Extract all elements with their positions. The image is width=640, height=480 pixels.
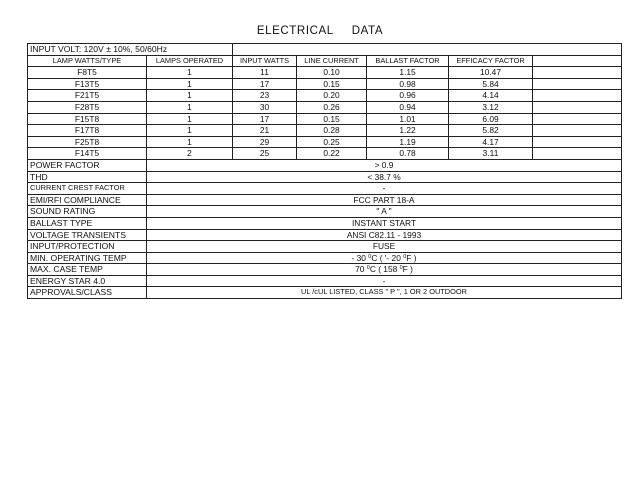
input-watts-cell: 29 (233, 136, 297, 148)
header-efficacy-factor: EFFICACY FACTOR (449, 55, 533, 67)
spec-row-voltage-transients (28, 229, 622, 241)
lamp-row (28, 101, 622, 113)
line-current-cell: 0.25 (297, 136, 367, 148)
blank-cell (533, 101, 622, 113)
spec-label: INPUT/PROTECTION (28, 241, 147, 253)
spec-label: CURRENT CREST FACTOR (28, 183, 147, 195)
spec-value: < 38.7 % (147, 171, 622, 183)
ballast-factor-cell: 1.19 (367, 136, 449, 148)
blank-cell (533, 67, 622, 79)
header-lamps-operated: LAMPS OPERATED (147, 55, 233, 67)
page-title (0, 25, 640, 37)
lamp-row (28, 125, 622, 137)
spec-value: > 0.9 (147, 159, 622, 171)
blank-cell (533, 78, 622, 90)
spec-label: BALLAST TYPE (28, 217, 147, 229)
spec-label: SOUND RATING (28, 206, 147, 218)
ballast-factor-cell: 0.78 (367, 148, 449, 160)
lamps-operated-cell: 1 (147, 136, 233, 148)
temp-part: C ( '- 20 (371, 252, 404, 263)
efficacy-factor-cell: 4.17 (449, 136, 533, 148)
lamps-operated-cell: 1 (147, 125, 233, 137)
efficacy-factor-cell: 5.82 (449, 125, 533, 137)
spec-value: FUSE (147, 241, 622, 253)
line-current-cell: 0.15 (297, 78, 367, 90)
efficacy-factor-cell: 5.84 (449, 78, 533, 90)
degree-mark: 0 (399, 265, 403, 272)
electrical-data-table (27, 43, 622, 299)
line-current-cell: 0.22 (297, 148, 367, 160)
input-watts-cell: 11 (233, 67, 297, 79)
spec-row-emi (28, 194, 622, 206)
blank-cell (533, 90, 622, 102)
input-watts-cell: 21 (233, 125, 297, 137)
ballast-factor-cell: 1.15 (367, 67, 449, 79)
spec-label: MIN. OPERATING TEMP (28, 252, 147, 264)
spec-row-min-temp (28, 252, 622, 264)
lamp-type-cell: F14T5 (28, 148, 147, 160)
lamp-row (28, 67, 622, 79)
spec-row-power-factor (28, 159, 622, 171)
ballast-factor-cell: 0.94 (367, 101, 449, 113)
spec-row-crest-factor (28, 183, 622, 195)
spec-row-energy-star (28, 275, 622, 287)
lamps-operated-cell: 1 (147, 78, 233, 90)
line-current-cell: 0.20 (297, 90, 367, 102)
spec-value: INSTANT START (147, 217, 622, 229)
efficacy-factor-cell: 6.09 (449, 113, 533, 125)
spec-value: - (147, 275, 622, 287)
lamp-header-row (28, 55, 622, 67)
degree-mark: 0 (403, 253, 407, 260)
input-watts-cell: 17 (233, 113, 297, 125)
spec-row-sound (28, 206, 622, 218)
spec-value (147, 252, 622, 264)
header-ballast-factor: BALLAST FACTOR (367, 55, 449, 67)
header-input-watts: INPUT WATTS (233, 55, 297, 67)
spec-label: POWER FACTOR (28, 159, 147, 171)
lamp-row (28, 113, 622, 125)
temp-part: F ) (406, 252, 417, 263)
lamp-type-cell: F17T8 (28, 125, 147, 137)
spec-label: EMI/RFI COMPLIANCE (28, 194, 147, 206)
spec-value: FCC PART 18-A (147, 194, 622, 206)
lamps-operated-cell: 1 (147, 101, 233, 113)
spec-label: APPROVALS/CLASS (28, 287, 147, 299)
line-current-cell: 0.10 (297, 67, 367, 79)
line-current-cell: 0.15 (297, 113, 367, 125)
title-word-electrical: ELECTRICAL (256, 25, 334, 37)
input-volt-spacer (233, 44, 622, 56)
header-blank-cell (533, 55, 622, 67)
header-line-current: LINE CURRENT (297, 55, 367, 67)
spec-row-ballast-type (28, 217, 622, 229)
lamp-type-cell: F13T5 (28, 78, 147, 90)
efficacy-factor-cell: 3.12 (449, 101, 533, 113)
input-watts-cell: 30 (233, 101, 297, 113)
lamp-type-cell: F25T8 (28, 136, 147, 148)
line-current-cell: 0.28 (297, 125, 367, 137)
title-word-data: DATA (351, 25, 384, 37)
lamp-row (28, 148, 622, 160)
spec-row-max-temp (28, 264, 622, 276)
spec-row-protection (28, 241, 622, 253)
spec-value (147, 264, 622, 276)
efficacy-factor-cell: 4.14 (449, 90, 533, 102)
temp-part: C ( 158 (369, 264, 400, 275)
efficacy-factor-cell: 3.11 (449, 148, 533, 160)
lamp-type-cell: F28T5 (28, 101, 147, 113)
lamps-operated-cell: 2 (147, 148, 233, 160)
input-volt-cell: INPUT VOLT: 120V ± 10%, 50/60Hz (28, 44, 233, 56)
spec-label: ENERGY STAR 4.0 (28, 275, 147, 287)
input-watts-cell: 23 (233, 90, 297, 102)
spec-value: - (147, 183, 622, 195)
degree-mark: 0 (368, 253, 372, 260)
lamps-operated-cell: 1 (147, 113, 233, 125)
header-lamp-type: LAMP WATTS/TYPE (28, 55, 147, 67)
spec-value: UL /cUL LISTED, CLASS " P ", 1 OR 2 OUTDOOR (147, 287, 622, 299)
ballast-factor-cell: 1.01 (367, 113, 449, 125)
blank-cell (533, 148, 622, 160)
input-watts-cell: 17 (233, 78, 297, 90)
spec-value: ANSI C82.11 - 1993 (147, 229, 622, 241)
input-volt-row (28, 44, 622, 56)
blank-cell (533, 125, 622, 137)
blank-cell (533, 113, 622, 125)
temp-part: - 30 (351, 252, 369, 263)
ballast-factor-cell: 1.22 (367, 125, 449, 137)
ballast-factor-cell: 0.96 (367, 90, 449, 102)
degree-mark: 0 (366, 265, 370, 272)
temp-part: F ) (402, 264, 413, 275)
lamp-type-cell: F21T5 (28, 90, 147, 102)
temp-part: 70 (355, 264, 367, 275)
spec-value: " A " (147, 206, 622, 218)
lamp-type-cell: F8T5 (28, 67, 147, 79)
lamp-row (28, 78, 622, 90)
line-current-cell: 0.26 (297, 101, 367, 113)
spec-row-approvals (28, 287, 622, 299)
spec-row-thd (28, 171, 622, 183)
blank-cell (533, 136, 622, 148)
lamp-row (28, 136, 622, 148)
ballast-factor-cell: 0.98 (367, 78, 449, 90)
lamps-operated-cell: 1 (147, 90, 233, 102)
lamp-row (28, 90, 622, 102)
efficacy-factor-cell: 10.47 (449, 67, 533, 79)
spec-label: THD (28, 171, 147, 183)
spec-label: VOLTAGE TRANSIENTS (28, 229, 147, 241)
lamps-operated-cell: 1 (147, 67, 233, 79)
lamp-type-cell: F15T8 (28, 113, 147, 125)
input-watts-cell: 25 (233, 148, 297, 160)
spec-label: MAX. CASE TEMP (28, 264, 147, 276)
